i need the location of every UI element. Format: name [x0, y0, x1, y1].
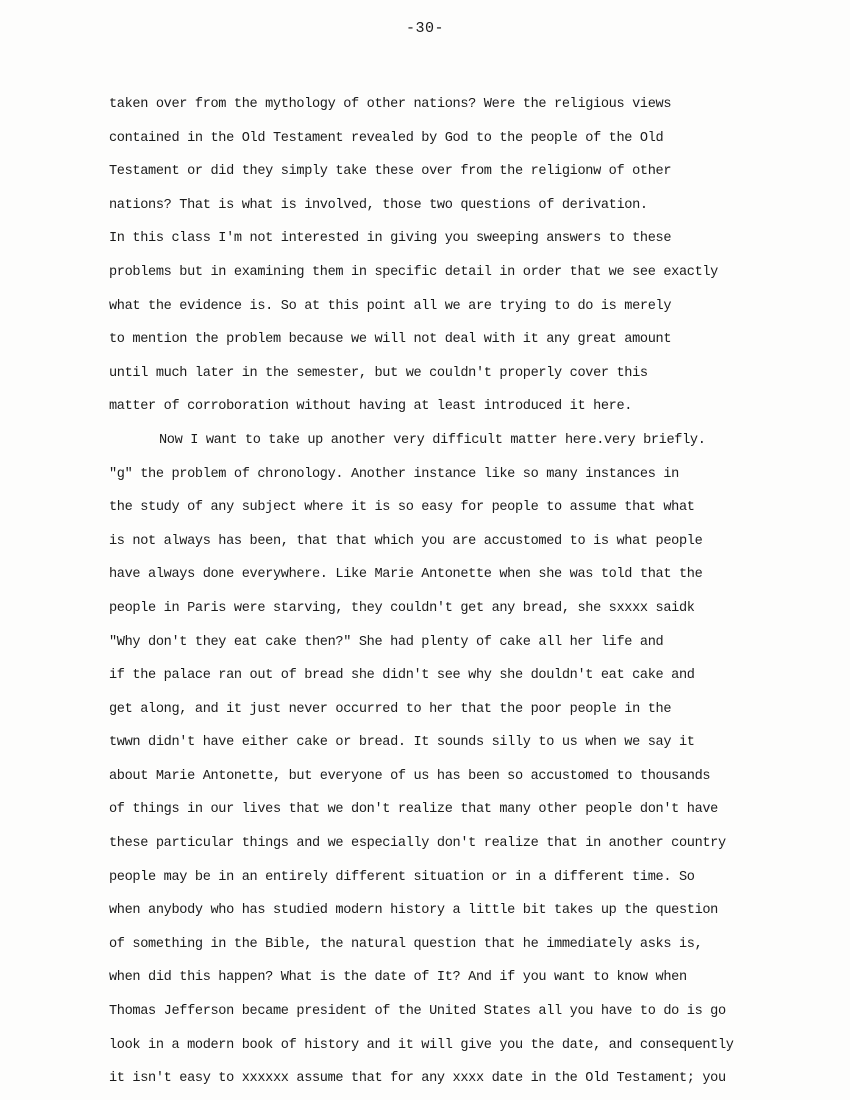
body-text	[109, 88, 799, 1096]
text-line: taken over from the mythology of other nations? Were the religious views	[109, 97, 672, 112]
text-line: these particular things and we especially don't realize that in another country	[109, 836, 726, 852]
text-line: look in a modern book of history and it will give you the date, and consequently	[109, 1037, 734, 1053]
text-line: nations? That is what is involved, those two questions of derivation.	[109, 197, 648, 213]
text-line: until much later in the semester, but we couldn't properly cover this	[109, 365, 648, 381]
text-line: get along, and it just never occurred to her that the poor people in the	[109, 701, 672, 717]
text-line: people may be in an entirely different situation or in a different time. So	[109, 869, 695, 885]
text-line: if the palace ran out of bread she didn't see why she douldn't eat cake and	[109, 668, 695, 684]
text-line: about Marie Antonette, but everyone of us has been so accustomed to thousands	[109, 768, 711, 784]
text-line: what the evidence is. So at this point all we are trying to do is merely	[109, 298, 672, 314]
text-line: matter of corroboration without having at least introduced it here.	[109, 399, 633, 415]
text-line: contained in the Old Testament revealed by God to the people of the Old	[109, 130, 664, 146]
text-line: Now I want to take up another very difficult matter here.very briefly.	[159, 432, 706, 448]
text-line: of something in the Bible, the natural question that he immediately asks is,	[109, 936, 703, 952]
text-line: of things in our lives that we don't realize that many other people don't have	[109, 802, 718, 818]
text-line: is not always has been, that that which you are accustomed to is what people	[109, 533, 703, 549]
text-line: problems but in examining them in specific detail in order that we see exactly	[109, 264, 718, 280]
text-line: "Why don't they eat cake then?" She had plenty of cake all her life and	[109, 634, 664, 650]
text-line: it isn't easy to xxxxxx assume that for any xxxx date in the Old Testament; you	[109, 1071, 726, 1087]
text-line: In this class I'm not interested in giving you sweeping answers to these	[109, 231, 672, 247]
text-line: people in Paris were starving, they couldn't get any bread, she sxxxx saidk	[109, 600, 695, 616]
page-number: -30-	[405, 20, 444, 37]
text-line: Thomas Jefferson became president of the United States all you have to do is go	[109, 1004, 726, 1020]
text-line: when anybody who has studied modern history a little bit takes up the question	[109, 903, 718, 919]
text-line: have always done everywhere. Like Marie Antonette when she was told that the	[109, 567, 703, 583]
text-line: the study of any subject where it is so easy for people to assume that what	[109, 500, 695, 516]
text-line: when did this happen? What is the date of It? And if you want to know when	[109, 970, 687, 986]
text-line: "g" the problem of chronology. Another instance like so many instances in	[109, 466, 679, 482]
text-line: twwn didn't have either cake or bread. It sounds silly to us when we say it	[109, 735, 695, 751]
text-line: to mention the problem because we will not deal with it any great amount	[109, 332, 672, 348]
text-line: Testament or did they simply take these over from the religionw of other	[109, 164, 672, 180]
